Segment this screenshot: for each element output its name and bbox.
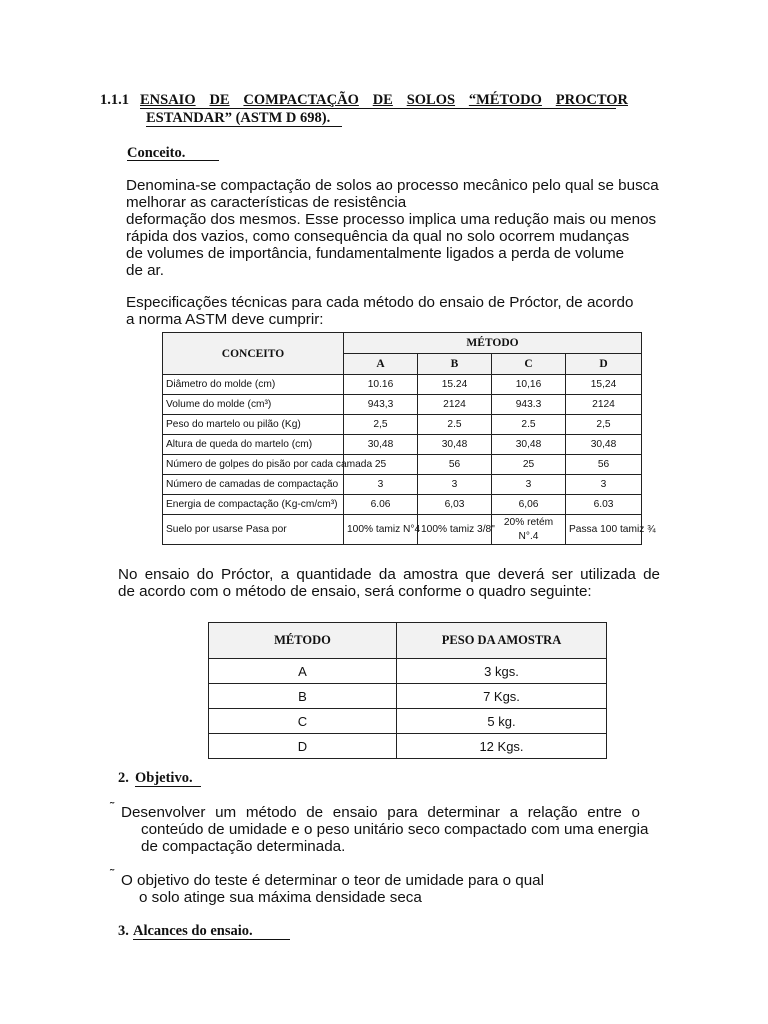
row-label: Peso do martelo ou pilão (Kg)	[163, 415, 344, 435]
heading-underline	[133, 939, 290, 940]
sample-weight-table	[208, 622, 607, 759]
cell-value: 3	[418, 475, 492, 495]
cell-value: 2,5	[344, 415, 418, 435]
header-method-c: C	[492, 354, 566, 375]
paragraph-line: O objetivo do teste é determinar o teor de umidade para o qual	[121, 872, 544, 889]
cell-value: 100% tamiz N°4	[344, 515, 418, 545]
paragraph-line: de volumes de importância, fundamentalmente ligados a perda de volume	[126, 245, 625, 262]
cell-value: 56	[418, 455, 492, 475]
table-row	[209, 709, 607, 734]
conceito-heading: Conceito.	[127, 145, 186, 161]
cell-value: 100% tamiz 3/8"	[418, 515, 492, 545]
title-word: PROCTOR	[555, 92, 628, 108]
cell-value: 943.3	[492, 395, 566, 415]
section-number: 1.1.1	[100, 92, 129, 108]
bullet-mark: ˜	[110, 799, 115, 814]
alcances-heading: Alcances do ensaio.	[133, 923, 253, 939]
cell-value: 3	[344, 475, 418, 495]
cell-value: 15,24	[566, 375, 642, 395]
table-row	[209, 734, 607, 759]
paragraph-line: o solo atinge sua máxima densidade seca	[139, 889, 422, 906]
cell-weight: 3 kgs.	[397, 659, 607, 684]
row-label: Número de golpes do pisão por cada camada	[163, 455, 344, 475]
cell-value: 6.06	[344, 495, 418, 515]
objetivo-item-2	[121, 872, 544, 906]
row-label: Número de camadas de compactação	[163, 475, 344, 495]
table-row	[209, 684, 607, 709]
cell-value: 6.03	[566, 495, 642, 515]
title-word: DE	[372, 92, 393, 108]
cell-value: 25	[492, 455, 566, 475]
heading-underline	[127, 160, 219, 161]
row-label: Volume do molde (cm³)	[163, 395, 344, 415]
row-label: Diâmetro do molde (cm)	[163, 375, 344, 395]
table-row	[163, 475, 642, 495]
table-row	[163, 435, 642, 455]
cell-value: 15.24	[418, 375, 492, 395]
cell-value: 2124	[418, 395, 492, 415]
objetivo-item-1	[121, 804, 649, 855]
cell-method: A	[209, 659, 397, 684]
amostra-paragraph	[118, 566, 660, 600]
cell-method: B	[209, 684, 397, 709]
objetivo-heading: Objetivo.	[135, 770, 193, 786]
paragraph-line: de ar.	[126, 262, 164, 279]
table-row	[163, 515, 642, 545]
header-peso: PESO DA AMOSTRA	[397, 623, 607, 659]
title-word: DE	[209, 92, 230, 108]
title-underline	[146, 126, 342, 127]
proctor-spec-table	[162, 332, 656, 545]
cell-value: 30,48	[492, 435, 566, 455]
cell-value: 30,48	[566, 435, 642, 455]
header-method-a: A	[344, 354, 418, 375]
cell-value	[492, 515, 566, 545]
cell-value: 56	[566, 455, 642, 475]
cell-value: 6,03	[418, 495, 492, 515]
header-method-d: D	[566, 354, 642, 375]
cell-weight: 5 kg.	[397, 709, 607, 734]
conceito-paragraph	[126, 177, 659, 279]
paragraph-line: conteúdo de umidade e o peso unitário seco compactado com uma energia	[141, 821, 649, 838]
cell-value: 2,5	[566, 415, 642, 435]
table-header-row	[209, 623, 607, 659]
cell-method: C	[209, 709, 397, 734]
section-title-line1	[140, 92, 628, 109]
cell-value: 2124	[566, 395, 642, 415]
paragraph-line: Desenvolver um método de ensaio para determinar a relação entre o	[121, 804, 640, 821]
table-row	[209, 659, 607, 684]
table-row	[163, 455, 642, 475]
paragraph-line: No ensaio do Próctor, a quantidade da amostra que deverá ser utilizada de	[118, 566, 660, 583]
cell-value: 2.5	[418, 415, 492, 435]
row-label: Altura de queda do martelo (cm)	[163, 435, 344, 455]
title-word: SOLOS	[406, 92, 456, 108]
title-underline	[140, 108, 616, 109]
paragraph-line: a norma ASTM deve cumprir:	[126, 311, 324, 328]
cell-line: 20% retém	[503, 516, 554, 528]
cell-value: 10.16	[344, 375, 418, 395]
section-title-line2: ESTANDAR” (ASTM D 698).	[146, 110, 331, 126]
bullet-mark: ˜	[110, 866, 115, 881]
header-metodo: MÉTODO	[209, 623, 397, 659]
paragraph-line: deformação dos mesmos. Esse processo implica uma redução mais ou menos	[126, 211, 657, 228]
cell-value: 3	[566, 475, 642, 495]
cell-value: 2.5	[492, 415, 566, 435]
row-label: Suelo por usarse Pasa por	[163, 515, 344, 545]
title-word: “MÉTODO	[468, 92, 542, 108]
header-metodo: MÉTODO	[344, 333, 642, 354]
title-word: COMPACTAÇÃO	[243, 92, 359, 108]
cell-value: 30,48	[344, 435, 418, 455]
cell-value: 3	[492, 475, 566, 495]
paragraph-line: rápida dos vazios, como consequência da qual no solo ocorrem mudanças	[126, 228, 630, 245]
title-word: ENSAIO	[140, 92, 196, 108]
especificacoes-paragraph	[126, 294, 633, 328]
row-label: Energia de compactação (Kg-cm/cm³)	[163, 495, 344, 515]
paragraph-line: Denomina-se compactação de solos ao processo mecânico pelo qual se busca	[126, 177, 659, 194]
cell-value: 6,06	[492, 495, 566, 515]
cell-value: 943,3	[344, 395, 418, 415]
objetivo-number: 2.	[118, 770, 129, 786]
cell-value: 10,16	[492, 375, 566, 395]
cell-line: N°.4	[518, 530, 539, 542]
paragraph-line: melhorar as características de resistência	[126, 194, 407, 211]
header-conceito: CONCEITO	[163, 333, 344, 375]
table-row	[163, 415, 642, 435]
cell-weight: 7 Kgs.	[397, 684, 607, 709]
table-header-row	[163, 333, 642, 354]
cell-value: 25	[344, 455, 418, 475]
cell-value: Passa 100 tamiz ¾	[566, 515, 642, 545]
paragraph-line: de compactação determinada.	[141, 838, 346, 855]
heading-underline	[135, 786, 201, 787]
paragraph-line: Especificações técnicas para cada método do ensaio de Próctor, de acordo	[126, 294, 634, 311]
paragraph-line: de acordo com o método de ensaio, será conforme o quadro seguinte:	[118, 583, 592, 600]
alcances-number: 3.	[118, 923, 129, 939]
cell-method: D	[209, 734, 397, 759]
header-method-b: B	[418, 354, 492, 375]
cell-weight: 12 Kgs.	[397, 734, 607, 759]
table-row	[163, 375, 642, 395]
table-row	[163, 395, 642, 415]
cell-value: 30,48	[418, 435, 492, 455]
table-row	[163, 495, 642, 515]
